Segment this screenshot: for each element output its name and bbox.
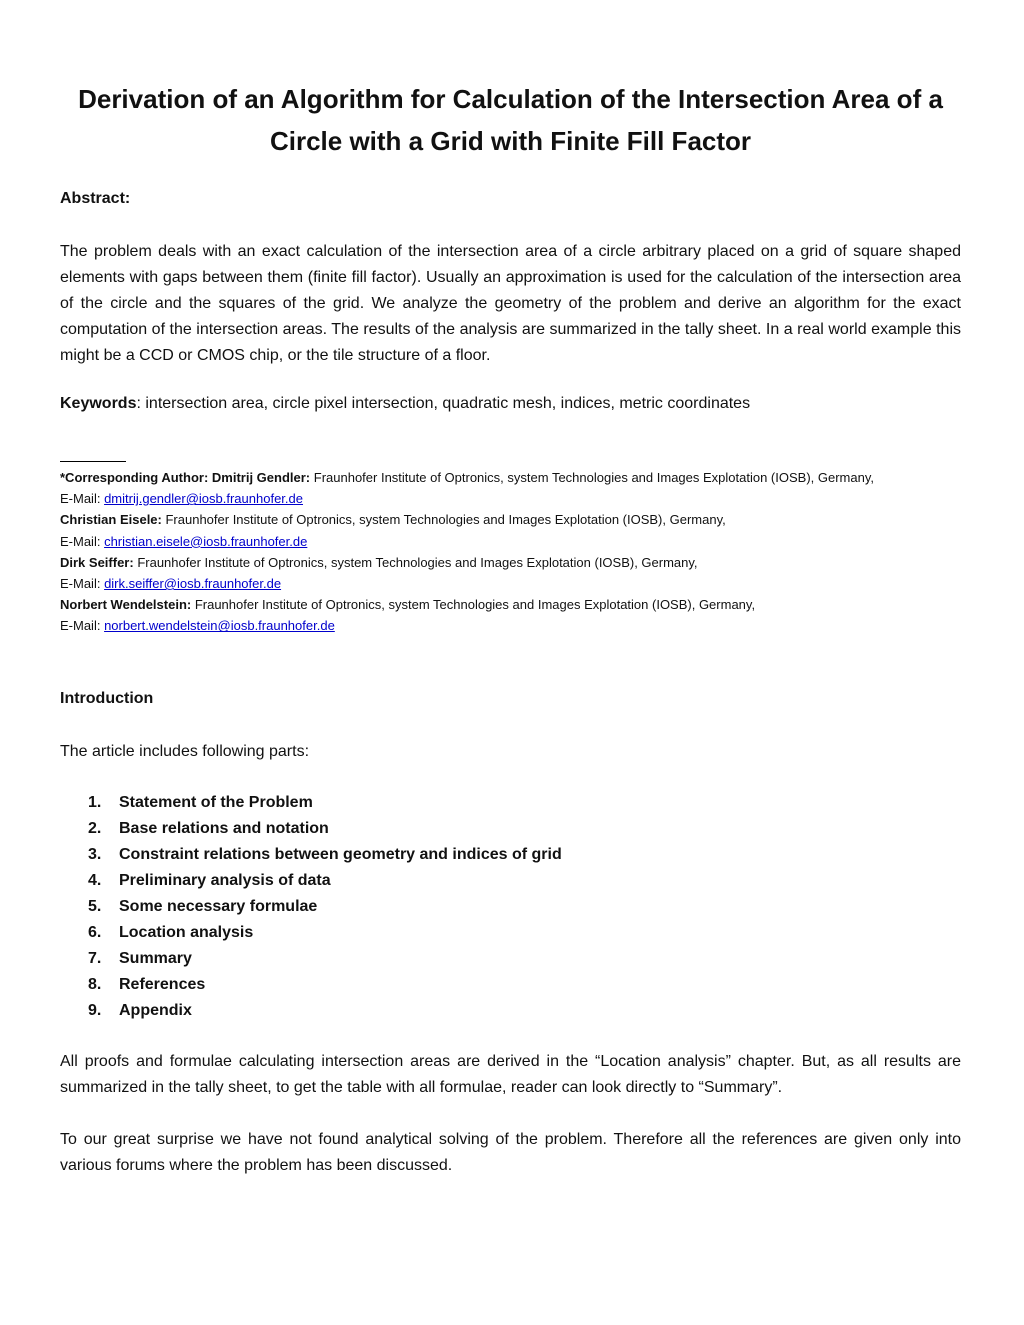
list-item-number: 1. xyxy=(88,794,102,811)
list-item-label: References xyxy=(119,976,206,993)
list-item xyxy=(60,946,562,972)
author-email-line xyxy=(60,573,874,594)
list-item-label: Statement of the Problem xyxy=(119,794,313,811)
author-line xyxy=(60,467,874,488)
list-item-label: Constraint relations between geometry and indices of grid xyxy=(119,846,562,863)
author-footnotes xyxy=(60,467,874,637)
author-email-link[interactable]: christian.eisele@iosb.fraunhofer.de xyxy=(104,533,308,549)
author-email-line xyxy=(60,531,874,552)
author-name: Christian Eisele: xyxy=(60,512,162,528)
author-email-line xyxy=(60,615,874,636)
list-item xyxy=(60,868,562,894)
list-item-number: 7. xyxy=(88,950,102,967)
paper-title: Derivation of an Algorithm for Calculation of the Intersection Area of a Circle with a Grid with Finite Fill Factor xyxy=(78,84,943,156)
list-item-label: Some necessary formulae xyxy=(119,898,318,915)
author-line xyxy=(60,552,874,573)
list-item-label: Base relations and notation xyxy=(119,820,329,837)
author-email-link[interactable]: dirk.seiffer@iosb.fraunhofer.de xyxy=(104,576,282,592)
list-item-label: Appendix xyxy=(119,1002,192,1019)
list-item xyxy=(60,920,562,946)
list-item xyxy=(60,816,562,842)
introduction-heading: Introduction xyxy=(60,690,154,707)
article-parts-list xyxy=(60,790,562,1024)
list-item xyxy=(60,894,562,920)
list-item-label: Preliminary analysis of data xyxy=(119,872,331,889)
author-line xyxy=(60,509,874,530)
email-label: E-Mail: xyxy=(60,533,105,549)
list-item-number: 2. xyxy=(88,820,102,837)
list-item xyxy=(60,842,562,868)
author-name: Norbert Wendelstein: xyxy=(60,597,192,613)
abstract-text: The problem deals with an exact calculation of the intersection area of a circle arbitrary placed on a grid of square shaped elements with gaps between them (finite fill factor). Usually an approximation is used for the calculation of the intersection area of the circle and the squares of the grid. We analyze the geometry of the problem and derive an algorithm for the exact computation of the intersection areas. The results of the analysis are summarized in the tally sheet. In a real world example this might be a CCD or CMOS chip, or the tile structure of a floor. xyxy=(60,243,961,364)
author-name: *Corresponding Author: Dmitrij Gendler: xyxy=(60,470,311,485)
keywords xyxy=(60,395,750,413)
author-email-link[interactable]: norbert.wendelstein@iosb.fraunhofer.de xyxy=(104,618,335,634)
author-affiliation: Fraunhofer Institute of Optronics, system Technologies and Images Explotation (IOSB), Germany, xyxy=(161,512,726,528)
list-item-number: 6. xyxy=(88,924,102,941)
list-item-number: 4. xyxy=(88,872,102,889)
keywords-label: Keywords xyxy=(60,395,137,412)
author-affiliation: Fraunhofer Institute of Optronics, system Technologies and Images Explotation (IOSB), Germany, xyxy=(191,597,756,613)
author-line xyxy=(60,594,874,615)
list-item-number: 8. xyxy=(88,976,102,993)
abstract-heading: Abstract: xyxy=(60,190,131,207)
list-item xyxy=(60,790,562,816)
email-label: E-Mail: xyxy=(60,491,105,507)
introduction-lead: The article includes following parts: xyxy=(60,743,310,760)
list-item-number: 3. xyxy=(88,846,102,863)
introduction-paragraph: To our great surprise we have not found analytical solving of the problem. Therefore all the references are given only into various forums where the problem has been discussed. xyxy=(60,1131,961,1174)
author-name: Dirk Seiffer: xyxy=(60,554,134,570)
list-item-number: 9. xyxy=(88,1002,102,1019)
introduction-paragraph: All proofs and formulae calculating intersection areas are derived in the “Location analysis” chapter. But, as all results are summarized in the tally sheet, to get the table with all formulae, reader can look directly to “Summary”. xyxy=(60,1053,961,1096)
author-affiliation: Fraunhofer Institute of Optronics, system Technologies and Images Explotation (IOSB), Germany, xyxy=(133,554,698,570)
keywords-text: : intersection area, circle pixel intersection, quadratic mesh, indices, metric coordinates xyxy=(136,395,751,412)
list-item xyxy=(60,972,562,998)
list-item-label: Summary xyxy=(119,950,192,967)
list-item xyxy=(60,998,562,1024)
email-label: E-Mail: xyxy=(60,576,105,592)
email-label: E-Mail: xyxy=(60,618,105,634)
author-email-link[interactable]: dmitrij.gendler@iosb.fraunhofer.de xyxy=(104,491,303,507)
author-affiliation: Fraunhofer Institute of Optronics, system Technologies and Images Explotation (IOSB), Germany, xyxy=(310,470,874,485)
list-item-number: 5. xyxy=(88,898,102,915)
footnote-rule xyxy=(60,461,126,462)
author-email-line xyxy=(60,488,874,509)
list-item-label: Location analysis xyxy=(119,924,254,941)
